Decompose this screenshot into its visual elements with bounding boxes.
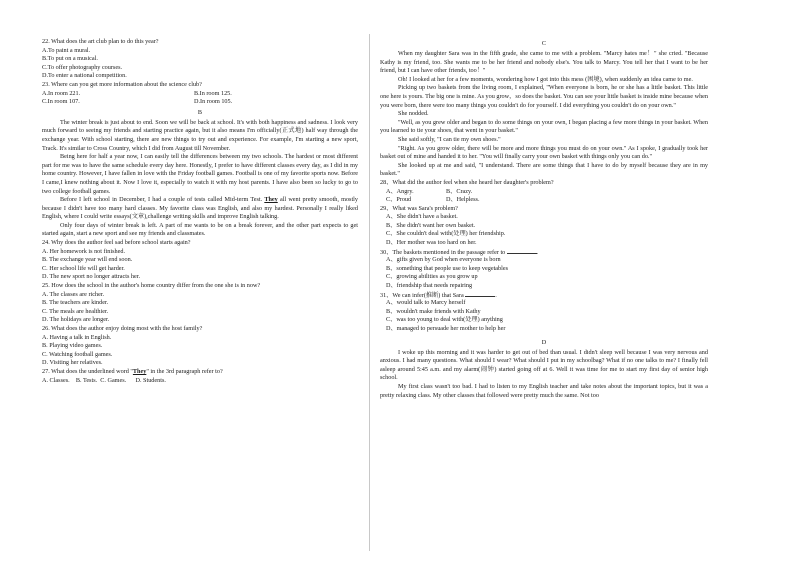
q29-option-c: C、She couldn't deal with(处理) her friendship. bbox=[386, 230, 506, 238]
q28-option-b: B、Crazy. bbox=[446, 187, 473, 195]
q24-option-a: A. Her homework is not finished. bbox=[42, 247, 126, 255]
passage-c-paragraph-5: "Well, as you grew older and began to do some things on your own, I began placing a few more things in your basket. When you learned to tie your shoes, that went in your basket." bbox=[380, 118, 708, 135]
passage-d-paragraph-2: My first class wasn't too bad. I had to listen to my English teacher and take notes about the important topics, but it was a pretty relaxing class. My other classes that followed were pretty much the same. Not too bbox=[380, 382, 708, 399]
q23-options-row-1 bbox=[42, 90, 358, 99]
section-b-heading: B bbox=[197, 108, 203, 116]
q25-option-a: A. The classes are richer. bbox=[42, 290, 105, 298]
q31-option-c: C、was too young to deal with(处理) anything bbox=[386, 316, 503, 324]
q31-option-d: D、managed to persuade her mother to help her bbox=[386, 325, 506, 332]
underlined-word-they: They bbox=[264, 196, 278, 204]
q30-answer-blank bbox=[507, 248, 537, 254]
q26-option-b: B. Playing video games. bbox=[42, 342, 103, 350]
q22-stem: 22. What does the art club plan to do this year? bbox=[42, 38, 159, 45]
q23-options-row-2 bbox=[42, 98, 358, 107]
q29-stem: 29、What was Sara's problem? bbox=[380, 204, 458, 212]
q24-option-d: D. The new sport no longer attracts her. bbox=[42, 273, 140, 281]
q29-option-b: B、She didn't want her own basket. bbox=[386, 221, 476, 229]
q23-option-c: C.In room 107. bbox=[42, 98, 80, 106]
q23-stem: 23. Where can you get more information about the science club? bbox=[42, 80, 202, 88]
q27-underlined-word: They bbox=[132, 367, 147, 375]
q27-stem-after: " in the 3rd paragraph refer to? bbox=[146, 367, 223, 375]
passage-c-paragraph-2: Oh! I looked at her for a few moments, wondering how I got into this mess (困境), when suddenly an idea came to me. bbox=[398, 75, 693, 83]
q30-stem bbox=[380, 248, 708, 257]
q27-option-d: D. Students. bbox=[135, 376, 166, 384]
q27-stem bbox=[42, 368, 358, 377]
left-column bbox=[42, 38, 358, 385]
q28-option-c: C、Proud bbox=[386, 196, 412, 204]
q31-option-b: B、wouldn't make friends with Kathy bbox=[386, 307, 481, 315]
q28-option-d: D、Helpless. bbox=[446, 196, 480, 204]
q27-option-a: A. Classes. bbox=[42, 376, 70, 384]
q22-option-b: B.To put on a musical. bbox=[42, 55, 98, 63]
column-divider bbox=[369, 34, 370, 551]
q29-option-a: A、She didn't have a basket. bbox=[386, 213, 458, 221]
q25-option-d: D. The holidays are longer. bbox=[42, 316, 110, 324]
right-column bbox=[380, 38, 708, 400]
q25-stem: 25. How does the school in the author's home country differ from the one she is in now? bbox=[42, 282, 261, 290]
q31-stem-end: . bbox=[495, 291, 497, 299]
q26-option-d: D. Visiting her relatives. bbox=[42, 359, 103, 367]
q29-option-d: D、Her mother was too hard on her. bbox=[386, 239, 477, 247]
q28-stem: 28、What did the author feel when she heard her daughter's problem? bbox=[380, 178, 554, 186]
q22-option-a: A.To paint a mural. bbox=[42, 46, 91, 54]
passage-c-paragraph-6: She said softly, "I can tie my own shoes." bbox=[398, 135, 501, 143]
q24-stem: 24. Why does the author feel sad before school starts again? bbox=[42, 239, 191, 247]
q25-option-b: B. The teachers are kinder. bbox=[42, 299, 109, 307]
q28-options-row-1 bbox=[380, 188, 708, 197]
q30-option-b: B、something that people use to keep vegetables bbox=[386, 264, 509, 272]
q23-option-d: D.In room 105. bbox=[194, 98, 233, 106]
q30-stem-end: . bbox=[536, 248, 539, 256]
q24-option-b: B. The exchange year will end soon. bbox=[42, 256, 133, 264]
q31-option-a: A、would talk to Marcy herself bbox=[386, 299, 466, 307]
q26-option-a: A. Having a talk in English. bbox=[42, 333, 112, 341]
passage-c-paragraph-1: When my daughter Sara was in the fifth grade, she came to me with a problem. "Marcy hates me！" she cried. "Because Kathy is my friend, too. She wants me to be her friend and nobody else's. You talk to Marcy. You tell her that I want to be her friend, but I can have other friends, too！" bbox=[380, 50, 708, 75]
passage-c-paragraph-7: "Right. As you grow older, there will be more and more things you must do on your own." As I spoke, I gradually took her basket out of mine and handed it to her. "You will finally carry your own basket with things only you can do." bbox=[380, 144, 708, 161]
q27-option-b: B. Tests. bbox=[75, 376, 98, 384]
q23-option-b: B.In room 125. bbox=[194, 89, 232, 97]
section-c-heading: C bbox=[541, 40, 547, 47]
q30-option-d: D、friendship that needs repairing bbox=[386, 282, 473, 290]
q27-options-row bbox=[42, 377, 358, 386]
q28-options-row-2 bbox=[380, 196, 708, 205]
q25-option-c: C. The meals are healthier. bbox=[42, 307, 109, 315]
q27-stem-before: 27. What does the underlined word " bbox=[42, 367, 133, 375]
passage-c-paragraph-4: She nodded. bbox=[398, 110, 429, 118]
q30-option-c: C、growing abilities as you grow up bbox=[386, 273, 478, 281]
q23-option-a: A.In room 221. bbox=[42, 89, 81, 97]
passage-b-paragraph-1: The winter break is just about to end. Soon we will be back at school. It's with both happiness and sadness. I look very much forward to seeing my friends and starting practice again, but it also means I'm officially(正式地) half way through the exchange year. With school starting, there are new things to try out and experience. For example, I'm starting a new sport, Track. It's similar to Cross Country, which I did from August till November. bbox=[42, 118, 358, 152]
q22-option-c: C.To offer photography courses. bbox=[42, 63, 123, 71]
section-d-heading: D bbox=[541, 338, 547, 346]
q31-answer-blank bbox=[465, 291, 495, 297]
q31-stem bbox=[380, 291, 708, 300]
q24-option-c: C. Her school life will get harder. bbox=[42, 264, 125, 272]
passage-b-paragraph-3: Before I left school in December, I had a couple of tests called Mid-term Test. They all went pretty smooth, mostly because I didn't have too many hard classes. My favorite class was English, and also my hardest. Personally I really liked English, where I could write essays(文章),challenge writing skills and improve English talking. bbox=[42, 196, 358, 221]
q30-stem-text: 30、The baskets mentioned in the passage refer to bbox=[380, 248, 506, 256]
q26-stem: 26. What does the author enjoy doing most with the host family? bbox=[42, 325, 203, 332]
q27-option-c: C. Games. bbox=[100, 376, 127, 384]
q30-option-a: A、gifts given by God when everyone is born bbox=[386, 256, 501, 264]
q31-stem-text: 31、We can infer(推断) that Sara bbox=[380, 291, 464, 299]
passage-c-paragraph-8: She looked up at me and said, "I understand. There are some things that I have to do by myself because they are in my basket." bbox=[380, 161, 708, 178]
q22-option-d: D.To enter a national competition. bbox=[42, 72, 127, 80]
q26-option-c: C. Watching football games. bbox=[42, 350, 113, 358]
passage-d-paragraph-1: I woke up this morning and it was harder to get out of bed than usual. I didn't sleep well because I was very nervous and anxious. I had many questions. What should I wear? What should I put in my schoolbag? What if no one talks to me? I finally fell asleep around 5:45 a.m. and my alarm(闹钟) started going off at 6. Well it was time for me to start my first day of senior high school. bbox=[380, 348, 708, 382]
q28-option-a: A、Angry. bbox=[386, 187, 414, 195]
passage-c-paragraph-3: Picking up two baskets from the living room, I explained, "When everyone is born, he or she has a little basket. This little one here is yours. The big one is mine. As you grow，so does the basket. You can see your little basket is inside mine because when you were born, there were too many things you couldn't do for yourself. I did everything you couldn't do on your own." bbox=[380, 84, 708, 109]
passage-b-paragraph-2: Being here for half a year now, I can easily tell the differences between my two schools. The hardest or most different part for me was to have the same schedule every day here. Honestly, I prefer to have different classes every day, as I did in my home country. However, I have fallen in love with the Friday football games. Football is one of my favorite sports now. Before I came,I knew nothing about it. Now I love it, especially to watch it with my host parents. I have also been so lucky to go to two college football games. bbox=[42, 153, 358, 195]
passage-b-paragraph-4: Only four days of winter break is left. A part of me wants to be on a break forever, and the other part expects to get started again, start a new sport and see my friends and classmates. bbox=[42, 221, 358, 238]
